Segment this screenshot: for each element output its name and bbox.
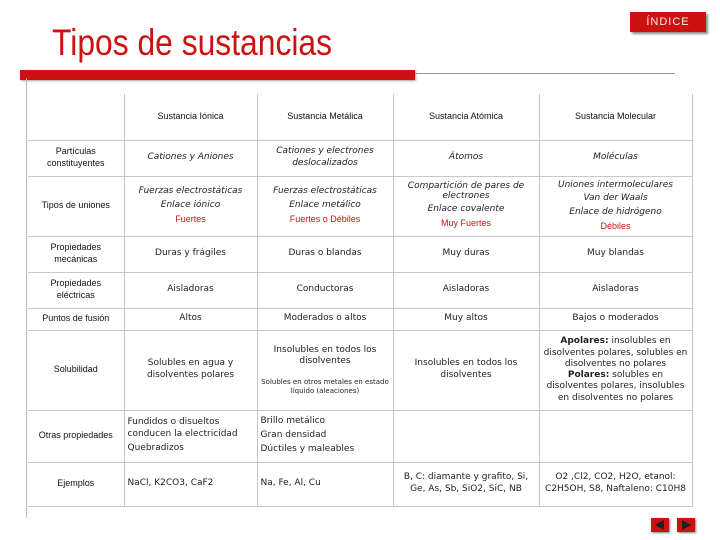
table-cell [124, 176, 257, 236]
strength-label: Débiles [600, 220, 631, 231]
table-cell: Átomos [393, 140, 539, 176]
cell-line: Fuerzas electrostáticas [138, 186, 243, 197]
row-header: Propiedades mecánicas [28, 236, 124, 272]
next-slide-button[interactable] [677, 518, 695, 532]
col-header-label: Sustancia Atómica [428, 110, 504, 121]
col-header-label: Sustancia Molecular [574, 110, 657, 121]
table-cell: Insolubles en todos los disolventes [393, 330, 539, 410]
table-cell: Muy altos [393, 308, 539, 330]
table-cell: Cationes y Aniones [124, 140, 257, 176]
table-row [28, 308, 692, 330]
row-header: Puntos de fusión [28, 308, 124, 330]
table-cell: Solubles en agua y disolventes polares [124, 330, 257, 410]
cell-note: Solubles en otros metales en estado líquido (aleaciones) [261, 377, 389, 395]
row-header: Partículas constituyentes [28, 140, 124, 176]
strength-label: Fuertes o Débiles [289, 213, 361, 224]
cell-line: Enlace covalente [427, 204, 505, 215]
table-cell [539, 330, 692, 410]
cell-line: Quebradizos [127, 443, 184, 454]
apolares-label: Apolares: [560, 336, 609, 347]
row-header: Otras propiedades [28, 410, 124, 462]
col-header-metalica [257, 94, 393, 140]
strength-label: Muy Fuertes [440, 217, 491, 228]
cell-line: Enlace iónico [160, 200, 221, 211]
substances-table [28, 94, 693, 507]
col-header-ionica [124, 94, 257, 140]
table-cell: Altos [124, 308, 257, 330]
prev-slide-button[interactable] [651, 518, 669, 532]
table-cell [257, 176, 393, 236]
cell-line: Gran densidad [260, 430, 327, 441]
cell-line: Compartición de pares de electrones [407, 181, 525, 202]
table-cell: Aisladoras [124, 272, 257, 308]
index-button[interactable]: ÍNDICE [630, 12, 706, 32]
triangle-left-icon [651, 518, 669, 532]
table-row [28, 330, 692, 410]
table-cell: O2 ,Cl2, CO2, H2O, etanol: C2H5OH, S8, Naftaleno: C10H8 [539, 462, 692, 506]
cell-line: Enlace de hidrógeno [569, 207, 662, 217]
polares-text: solubles en disolventes polares, insolubles en disolventes no polares [546, 370, 685, 403]
table-cell: NaCl, K2CO3, CaF2 [124, 462, 257, 506]
page-title: Tipos de sustancias [52, 22, 333, 63]
cell-line: Fuerzas electrostáticas [273, 186, 377, 197]
table-cell: Duras o blandas [257, 236, 393, 272]
table-cell: B, C: diamante y grafito, Si, Ge, As, Sb, SiO2, SiC, NB [393, 462, 539, 506]
col-header-label: Sustancia Metálica [287, 110, 363, 121]
table-cell: Cationes y electrones deslocalizados [257, 140, 393, 176]
title-rule [415, 73, 675, 74]
table-cell: Bajos o moderados [539, 308, 692, 330]
table-row [28, 462, 692, 506]
table-cell [539, 410, 692, 462]
col-header-molecular [539, 94, 692, 140]
table-cell: Moderados o altos [257, 308, 393, 330]
title-underline-bar [20, 70, 415, 80]
col-header-label: Sustancia Iónica [157, 110, 224, 121]
table-cell: Conductoras [257, 272, 393, 308]
table-cell: Aisladoras [393, 272, 539, 308]
table-row [28, 410, 692, 462]
table-cell [257, 330, 393, 410]
table-cell [393, 176, 539, 236]
row-header: Solubilidad [28, 330, 124, 410]
table-row [28, 236, 692, 272]
table-row [28, 272, 692, 308]
strength-label: Fuertes [175, 213, 206, 224]
cell-line: Brillo metálico [260, 416, 326, 427]
table-cell [124, 410, 257, 462]
apolares-text: insolubles en disolventes polares, solubles en disolventes no polares [543, 336, 688, 369]
table-cell: Muy blandas [539, 236, 692, 272]
row-header: Tipos de uniones [28, 176, 124, 236]
row-header: Propiedades eléctricas [28, 272, 124, 308]
cell-line: Uniones intermoleculares [558, 179, 673, 190]
table-header-row [28, 94, 692, 140]
table-row [28, 140, 692, 176]
cell-line: Insolubles en todos los disolventes [273, 344, 377, 367]
table-cell: Moléculas [539, 140, 692, 176]
left-margin-rule [26, 78, 27, 518]
table-cell [393, 410, 539, 462]
table-row [28, 176, 692, 236]
cell-line: Van der Waals [583, 193, 648, 204]
table-cell: Aisladoras [539, 272, 692, 308]
corner-cell [28, 94, 124, 140]
cell-line: Fundidos o disueltos conducen la electricidad [127, 416, 238, 439]
table-cell: Duras y frágiles [124, 236, 257, 272]
table-cell [539, 176, 692, 236]
table-cell: Na, Fe, Al, Cu [257, 462, 393, 506]
cell-line: Enlace metálico [289, 200, 361, 211]
polares-label: Polares: [567, 370, 610, 380]
table-cell: Muy duras [393, 236, 539, 272]
row-header: Ejemplos [28, 462, 124, 506]
table-cell [257, 410, 393, 462]
cell-line: Dúctiles y maleables [260, 443, 355, 454]
triangle-right-icon [677, 518, 695, 532]
col-header-atomica [393, 94, 539, 140]
